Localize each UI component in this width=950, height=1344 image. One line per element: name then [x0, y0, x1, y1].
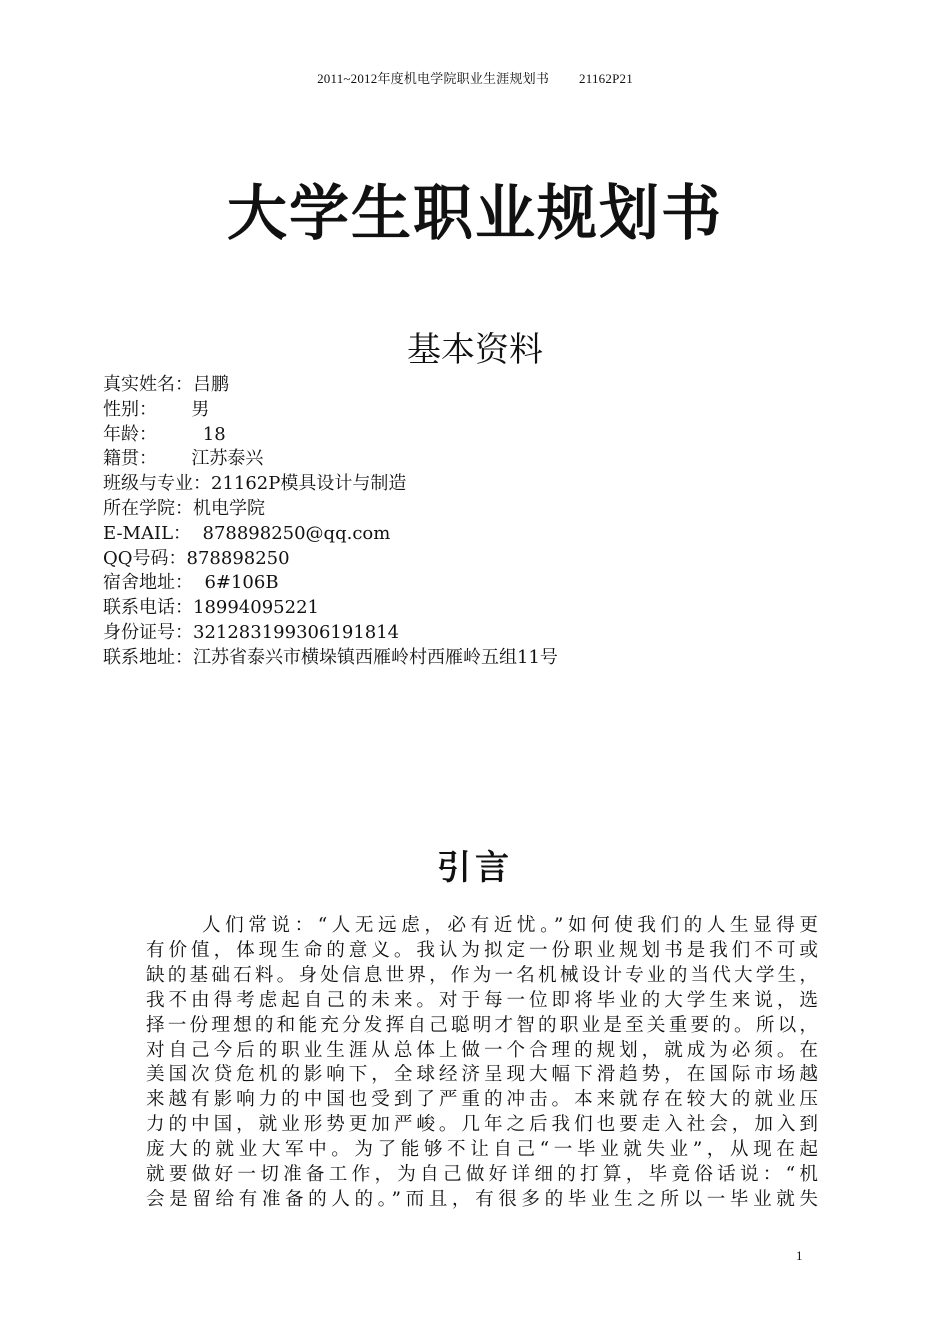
intro-paragraph [146, 914, 818, 1213]
intro-line: 有价值，体现生命的意义。我认为拟定一份职业规划书是我们不可或 [146, 939, 818, 961]
intro-line: 人们常说：“人无远虑，必有近忧。”如何使我们的人生显得更 [202, 915, 818, 936]
intro-line: 对自己今后的职业生涯从总体上做一个合理的规划，就成为必须。在 [146, 1039, 818, 1061]
document-title: 大学生职业规划书 [227, 179, 723, 249]
info-item-hometown: 籍贯： 江苏泰兴 [103, 448, 264, 470]
intro-line: 缺的基础石料。身处信息世界，作为一名机械设计专业的当代大学生， [146, 964, 818, 986]
info-item-age: 年龄： 18 [103, 423, 226, 445]
info-item-gender: 性别： 男 [103, 398, 210, 420]
info-item-email: E-MAIL： 878898250@qq.com [103, 522, 391, 544]
info-item-qq: QQ号码：878898250 [103, 547, 290, 569]
info-item-college: 所在学院：机电学院 [103, 497, 265, 519]
info-item-address: 联系地址：江苏省泰兴市横垛镇西雁岭村西雁岭五组11号 [103, 646, 558, 668]
intro-line: 我不由得考虑起自己的未来。对于每一位即将毕业的大学生来说，选 [146, 989, 818, 1011]
info-item-dorm: 宿舍地址： 6#106B [103, 572, 279, 594]
page-number: 1 [796, 1248, 803, 1263]
intro-line: 会是留给有准备的人的。”而且，有很多的毕业生之所以一毕业就失 [146, 1188, 818, 1210]
intro-heading: 引言 [437, 848, 513, 888]
page-header [0, 68, 950, 87]
header-right-text: 21162P21 [579, 71, 633, 86]
info-item-id-number: 身份证号：321283199306191814 [103, 621, 400, 643]
basic-info-heading: 基本资料 [407, 330, 543, 370]
header-left-text: 2011~2012年度机电学院职业生涯规划书 [317, 71, 550, 86]
intro-line: 美国次贷危机的影响下，全球经济呈现大幅下滑趋势，在国际市场越 [146, 1064, 818, 1086]
info-item-class-major: 班级与专业：21162P模具设计与制造 [103, 473, 407, 495]
intro-line: 来越有影响力的中国也受到了严重的冲击。本来就存在较大的就业压 [146, 1089, 818, 1111]
info-item-name: 真实姓名：吕鹏 [103, 374, 229, 395]
intro-line: 力的中国，就业形势更加严峻。几年之后我们也要走入社会，加入到 [146, 1114, 818, 1136]
intro-line: 择一份理想的和能充分发挥自己聪明才智的职业是至关重要的。所以， [146, 1014, 818, 1036]
info-item-phone: 联系电话：18994095221 [103, 597, 319, 619]
basic-info-list [103, 373, 863, 671]
intro-line: 庞大的就业大军中。为了能够不让自己“一毕业就失业”，从现在起 [146, 1139, 818, 1161]
intro-line: 就要做好一切准备工作，为自己做好详细的打算，毕竟俗话说：“机 [146, 1164, 818, 1186]
